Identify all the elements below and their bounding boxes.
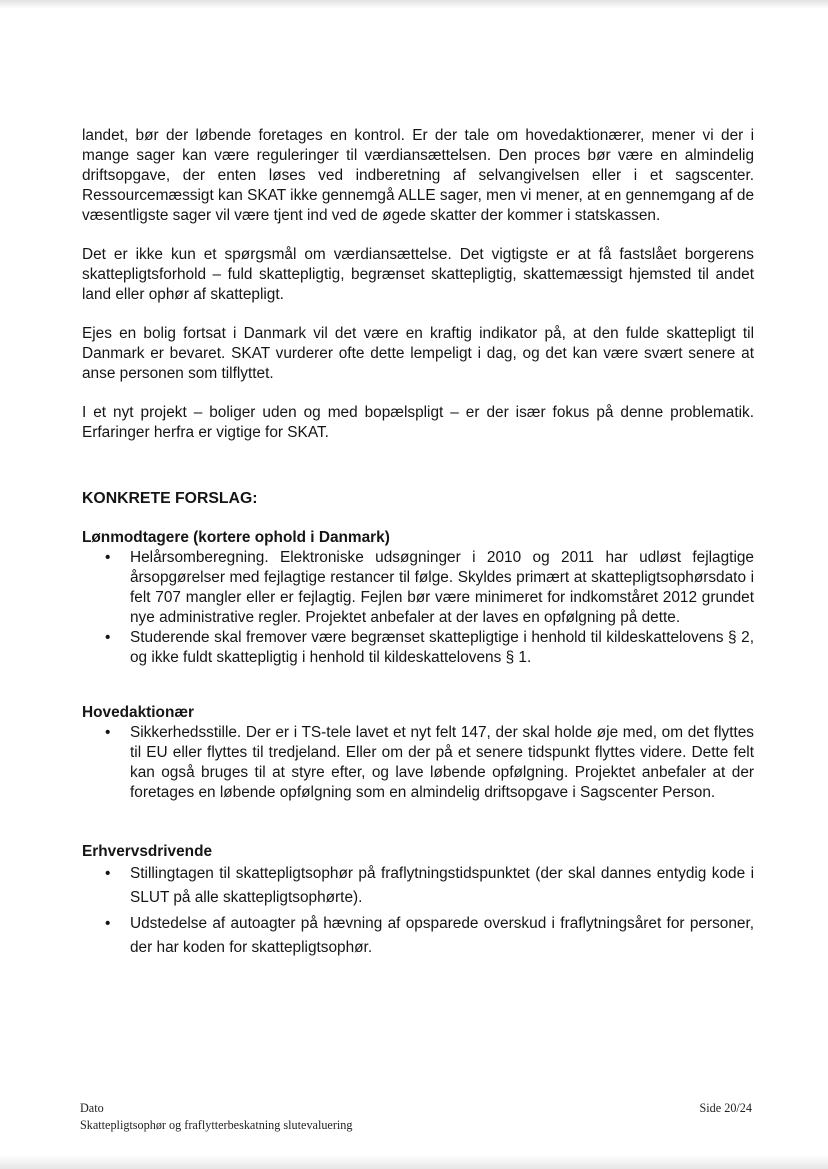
footer-date-label: Dato xyxy=(80,1101,104,1115)
footer-document-title: Skattepligtsophør og fraflytterbeskatning slutevaluering xyxy=(80,1118,353,1132)
list-erhvervsdrivende xyxy=(82,862,754,960)
list-item xyxy=(82,862,754,910)
page-footer xyxy=(80,1100,752,1134)
heading-hovedaktionaer: Hovedaktionær xyxy=(82,704,195,721)
paragraph-housing: Ejes en bolig fortsat i Danmark vil det være en kraftig indikator på, at den fulde skattepligt til Danmark er bevaret. SKAT vurderer ofte dette lempeligt i dag, og det kan være svært senere at anse personen som tilflyttet. xyxy=(82,325,754,382)
list-item-text: Sikkerhedsstille. Der er i TS-tele lavet et nyt felt 147, der skal holde øje med, om det flyttes til EU eller flyttes til tredjeland. Eller om der på et senere tidspunkt flyttes videre. Dette felt kan også bruges til at styre efter, og lave løbende opfølgning. Projektet anbefaler at der foretages en løbende opfølgning som en almindelig driftsopgave i Sagscenter Person. xyxy=(130,724,754,801)
paragraph-continuation: landet, bør der løbende foretages en kontrol. Er der tale om hovedaktionærer, mener vi der i mange sager kan være reguleringer til værdiansættelsen. Den proces bør være en almindelig driftsopgave, der enten løses ved indberetning af selvangivelsen eller i et sagscenter. Ressourcemæssigt kan SKAT ikke gennemgå ALLE sager, men vi mener, at en gennemgang af de væsentligste sager vil være tjent ind ved de øgede skatter der kommer i statskassen. xyxy=(82,127,754,224)
list-item xyxy=(82,548,754,628)
scan-bottom-edge xyxy=(0,1155,828,1169)
list-item-text: Stillingtagen til skattepligtsophør på fraflytningstidspunktet (der skal dannes entydig kode i SLUT på alle skattepligtsophørte). xyxy=(130,865,754,906)
page-body xyxy=(82,126,754,962)
list-item-text: Studerende skal fremover være begrænset skattepligtige i henhold til kildeskattelovens § 2, og ikke fuldt skattepligtig i henhold til kildeskattelovens § 1. xyxy=(130,629,754,666)
heading-loenmodtagere: Lønmodtagere (kortere ophold i Danmark) xyxy=(82,529,390,546)
scan-top-edge xyxy=(0,0,828,9)
bullet-icon: • xyxy=(105,629,111,646)
paragraph-valuation: Det er ikke kun et spørgsmål om værdiansættelse. Det vigtigste er at få fastslået borgerens skattepligtsforhold – fuld skattepligtig, begrænset skattepligtig, skattemæssigt hjemsted til andet land eller ophør af skattepligt. xyxy=(82,246,754,303)
list-item xyxy=(82,723,754,803)
list-item xyxy=(82,628,754,668)
list-hovedaktionaer xyxy=(82,723,754,803)
page-number: Side 20/24 xyxy=(699,1101,752,1115)
bullet-icon: • xyxy=(105,724,111,741)
list-item-text: Helårsomberegning. Elektroniske udsøgninger i 2010 og 2011 har udløst fejlagtige årsopgørelser med fejlagtige restancer til følge. Skyldes primært at skattepligtsophørsdato i felt 707 mangler eller er fejlagtig. Fejlen bør være minimeret for indkomståret 2012 grundet nye administrative regler. Projektet anbefaler at der laves en opfølgning på dette. xyxy=(130,549,754,626)
bullet-icon: • xyxy=(105,549,111,566)
list-item-text: Udstedelse af autoagter på hævning af opsparede overskud i fraflytningsåret for personer, der har koden for skattepligtsophør. xyxy=(130,915,754,956)
heading-erhvervsdrivende: Erhvervsdrivende xyxy=(82,843,213,860)
bullet-icon: • xyxy=(105,915,111,932)
section-title: KONKRETE FORSLAG: xyxy=(82,490,258,507)
list-item xyxy=(82,912,754,960)
list-loenmodtagere xyxy=(82,548,754,668)
bullet-icon: • xyxy=(105,865,111,882)
paragraph-project: I et nyt projekt – boliger uden og med bopælspligt – er der især fokus på denne problematik. Erfaringer herfra er vigtige for SKAT. xyxy=(82,404,754,441)
